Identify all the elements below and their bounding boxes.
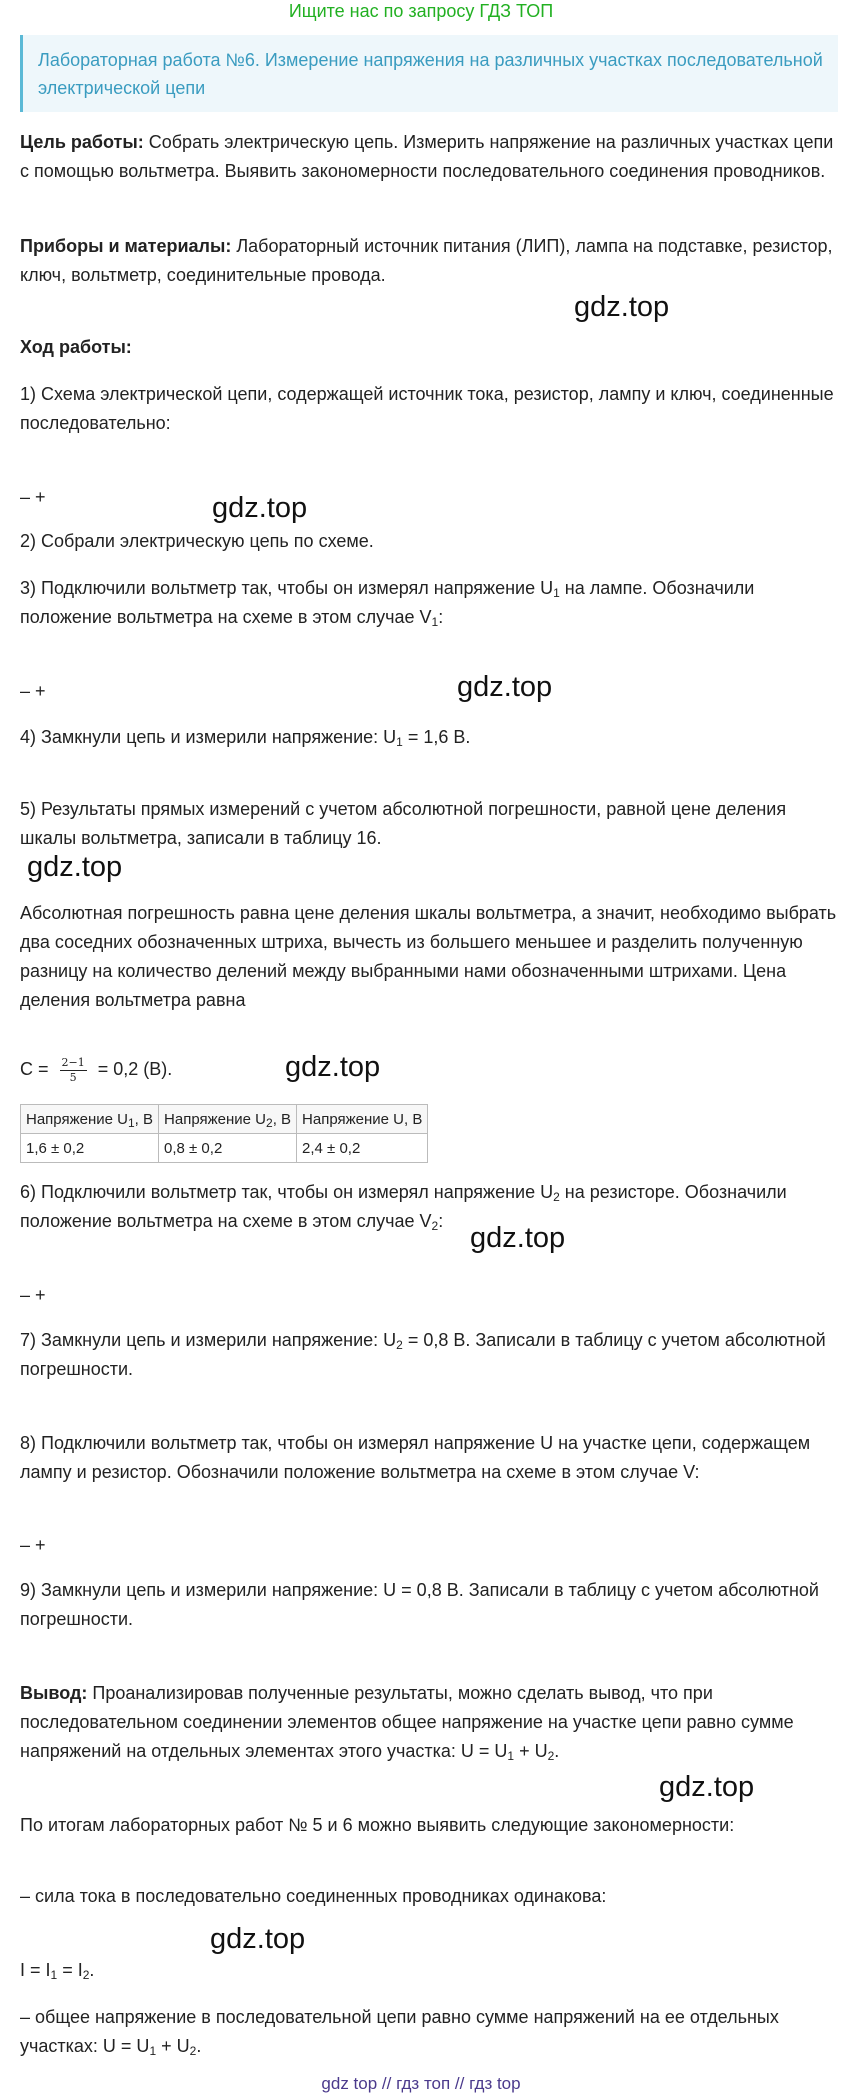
conclusion-paragraph: Вывод: Проанализировав полученные результаты, можно сделать вывод, что при последовательном соединении элементов общее напряжение на участке цепи равно сумме напряжений на отдельных элементах этого участка: $U = U_1 + U_2$. <box>20 1683 794 1763</box>
watermark: gdz.top <box>212 492 308 524</box>
step-1: 1) Схема электрической цепи, содержащей источник тока, резистор, лампу и ключ, соединенные последовательно: <box>20 384 834 433</box>
materials-paragraph <box>20 232 840 290</box>
table-header-cell: Напряжение $U_2$, В <box>159 1105 297 1134</box>
current-formula: $I = I_1 = I_2$. <box>20 1960 95 1982</box>
step-4: 4) Замкнули цепь и измерили напряжение: $U_1 = 1,6$ В. <box>20 727 471 749</box>
step-3: 3) Подключили вольтметр так, чтобы он измерял напряжение $U_1$ на лампе. Обозначили положение вольтметра на схеме в этом случае $V_1$: <box>20 578 755 629</box>
table-header-cell: Напряжение $U_1$, В <box>21 1105 159 1134</box>
step-5: 5) Результаты прямых измерений с учетом абсолютной погрешности, равной цене деления шкалы вольтметра, записали в таблицу 16. <box>20 799 787 848</box>
materials-text: Лабораторный источник питания (ЛИП), лампа на подставке, резистор, ключ, вольтметр, соединительные провода. <box>20 236 833 285</box>
step-8: 8) Подключили вольтметр так, чтобы он измерял напряжение U на участке цепи, содержащем лампу и резистор. Обозначили положение вольтметра на схеме в этом случае V: <box>20 1433 811 1482</box>
step-7: 7) Замкнули цепь и измерили напряжение: $U_2 = 0,8$ В. Записали в таблицу с учетом абсолютной погрешности. <box>20 1330 826 1379</box>
lab-title: Лабораторная работа №6. Измерение напряжения на различных участках последовательной электрической цепи <box>38 50 823 98</box>
goal-paragraph <box>20 128 840 186</box>
results-table <box>20 1104 428 1163</box>
watermark: gdz.top <box>210 1923 306 1955</box>
goal-label: Цель работы: <box>20 132 144 152</box>
polarity-label: – + <box>20 1285 46 1305</box>
fraction: $\frac{2-1}{5}$ <box>61 1055 85 1084</box>
lab-title-box <box>20 35 838 112</box>
polarity-label: – + <box>20 1535 46 1555</box>
watermark: gdz.top <box>457 671 553 703</box>
step-6: 6) Подключили вольтметр так, чтобы он измерял напряжение $U_2$ на резисторе. Обозначили положение вольтметра на схеме в этом случае $V_2$: <box>20 1182 787 1233</box>
materials-label: Приборы и материалы: <box>20 236 232 256</box>
watermark: gdz.top <box>285 1051 381 1083</box>
summary-paragraph: По итогам лабораторных работ № 5 и 6 можно выявить следующие закономерности: <box>20 1815 735 1835</box>
watermark: gdz.top <box>470 1222 566 1254</box>
watermark: gdz.top <box>659 1771 755 1803</box>
top-banner[interactable]: Ищите нас по запросу ГДЗ ТОП <box>288 1 554 21</box>
explanation-paragraph: Абсолютная погрешность равна цене деления шкалы вольтметра, а значит, необходимо выбрать два соседних обозначенных штриха, вычесть из большего меньшее и разделить полученную разницу на количество делений между выбранными нами обозначенными штрихами. Цена деления вольтметра равна <box>20 903 837 1010</box>
table-header-cell: Напряжение U, В <box>297 1105 428 1134</box>
procedure-label: Ход работы: <box>20 337 132 357</box>
table-cell: 0,8 ± 0,2 <box>159 1134 297 1163</box>
watermark: gdz.top <box>27 851 123 883</box>
table-row <box>21 1134 428 1163</box>
rule-voltage: – общее напряжение в последовательной цепи равно сумме напряжений на ее отдельных участках: $U = U_1 + U_2$. <box>20 2007 779 2058</box>
polarity-label: – + <box>20 681 46 701</box>
watermark: gdz.top <box>574 291 670 323</box>
table-cell: 2,4 ± 0,2 <box>297 1134 428 1163</box>
table-cell: 1,6 ± 0,2 <box>21 1134 159 1163</box>
rule-current: – сила тока в последовательно соединенных проводниках одинакова: <box>20 1886 607 1906</box>
division-formula: С = $\frac{2-1}{5}$ = 0,2 (В). <box>20 1055 173 1084</box>
footer-links[interactable]: gdz top // гдз топ // гдз top <box>321 2074 521 2093</box>
polarity-label: – + <box>20 487 46 507</box>
step-2: 2) Собрали электрическую цепь по схеме. <box>20 531 374 551</box>
table-header-row <box>21 1105 428 1134</box>
conclusion-label: Вывод: <box>20 1683 88 1703</box>
goal-text: Собрать электрическую цепь. Измерить напряжение на различных участках цепи с помощью вольтметра. Выявить закономерности последовательного соединения проводников. <box>20 132 834 181</box>
step-9: 9) Замкнули цепь и измерили напряжение: U = 0,8 В. Записали в таблицу с учетом абсолютной погрешности. <box>20 1580 819 1629</box>
